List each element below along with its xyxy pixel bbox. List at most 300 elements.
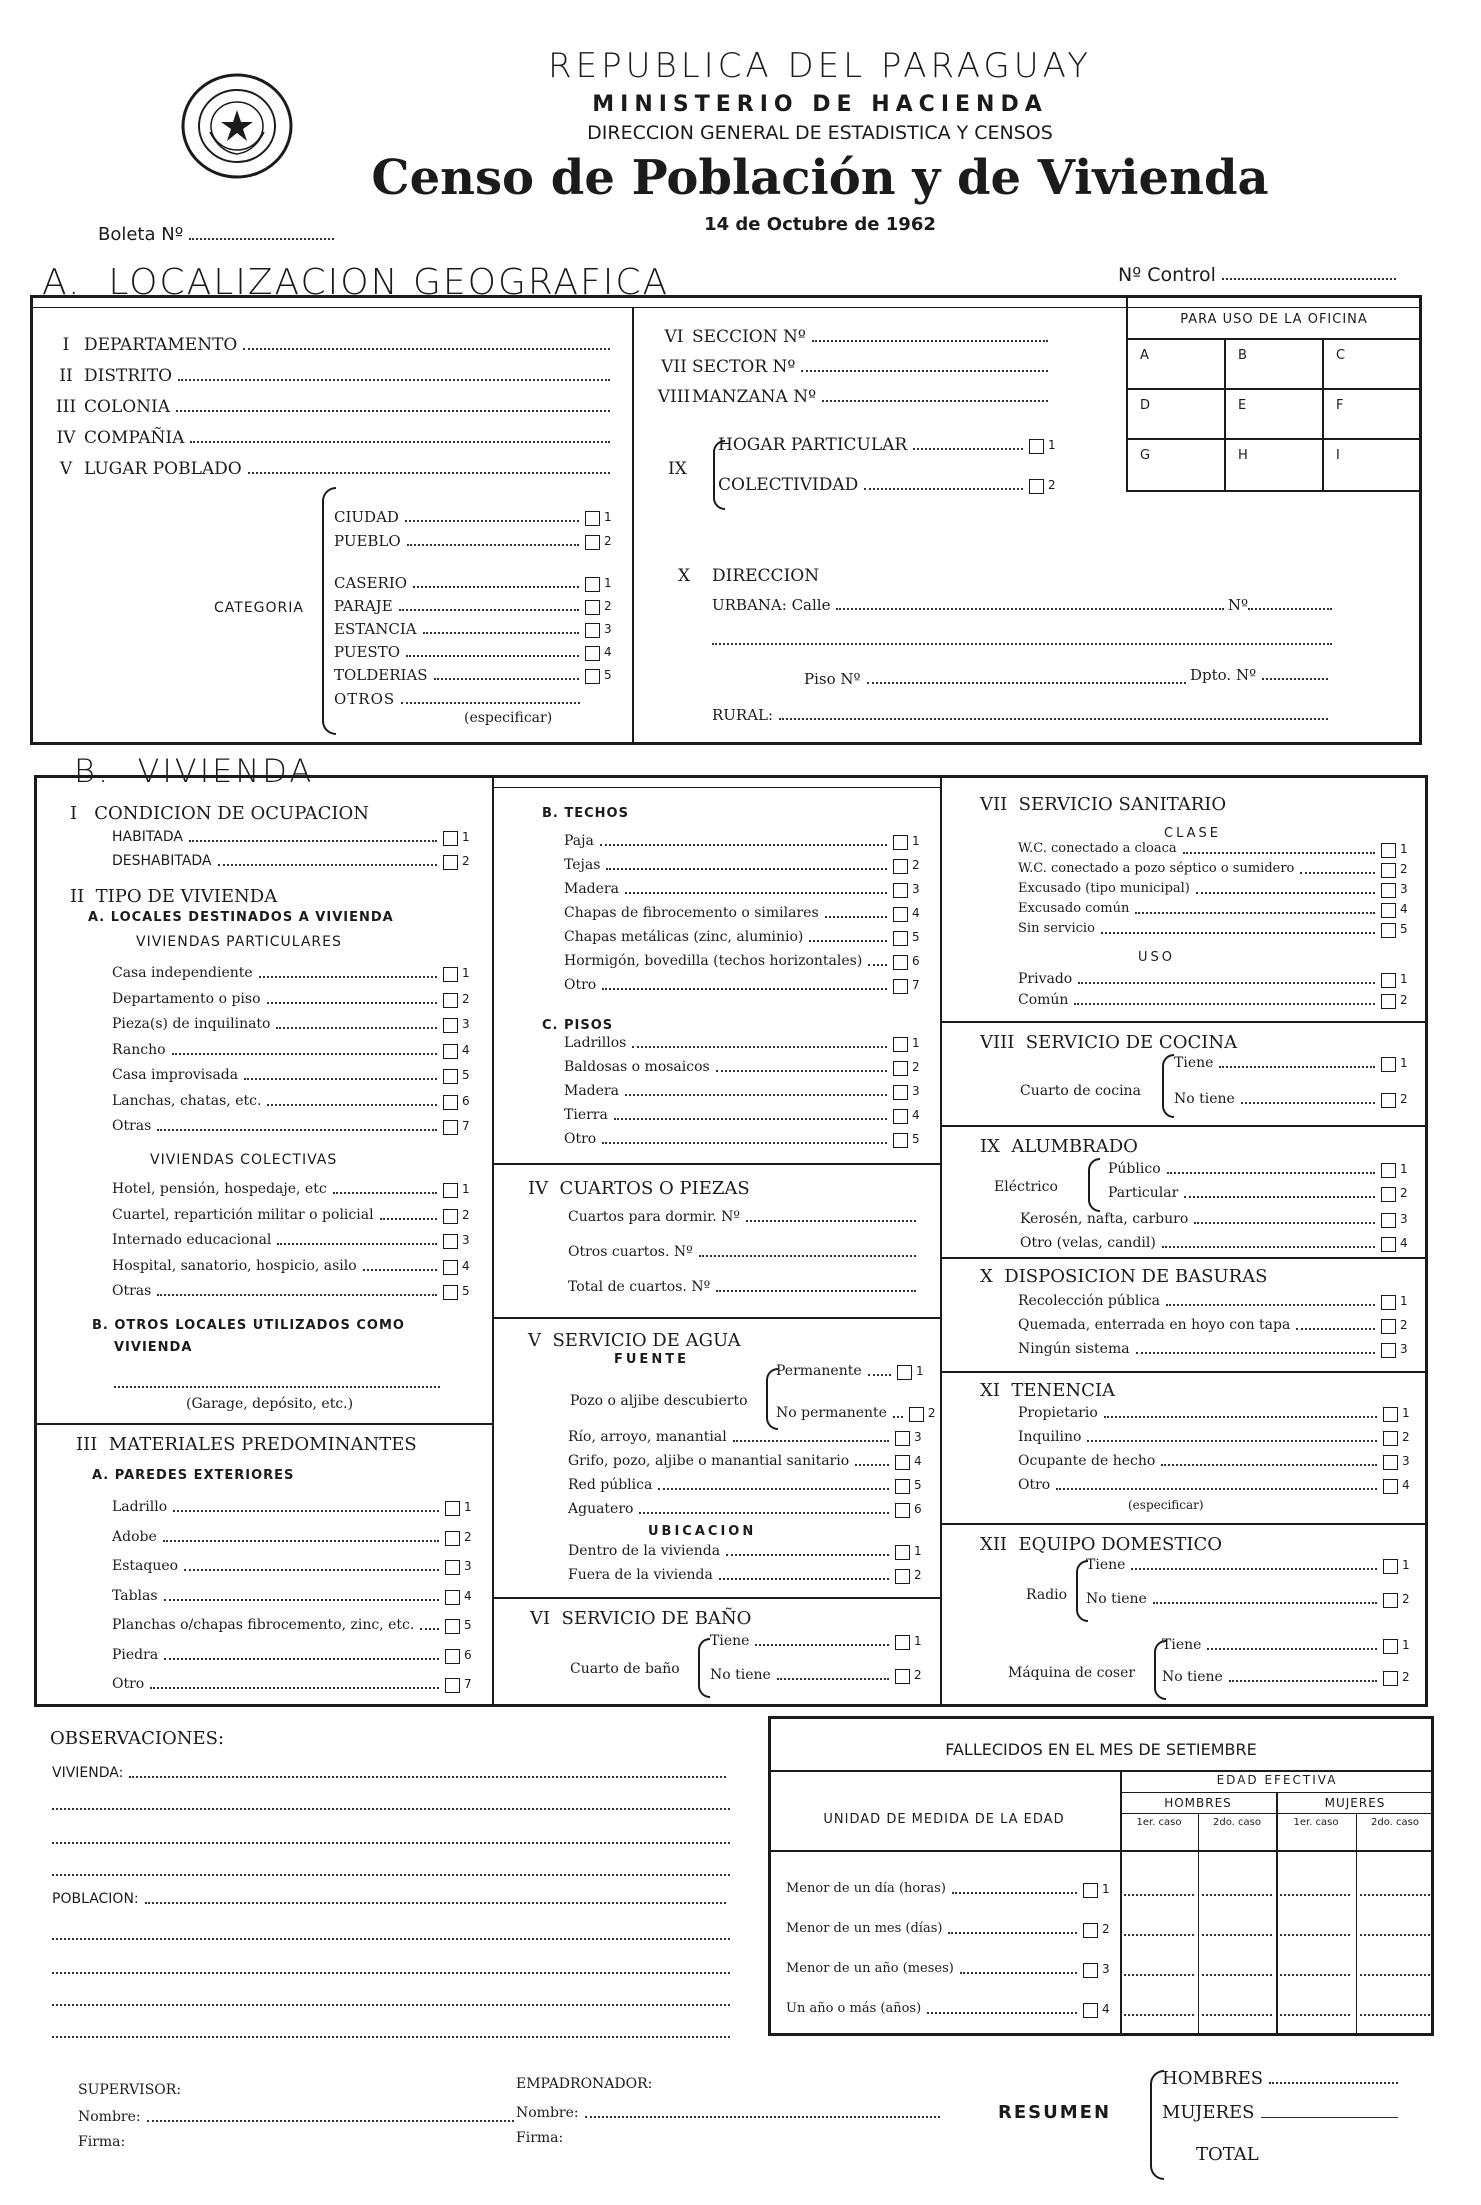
c-tenen-item[interactable] [1018, 1452, 1412, 1470]
b-colec-item[interactable] [112, 1206, 472, 1224]
b-paredes-item[interactable] [112, 1587, 474, 1605]
b-colec-label: Cuartel, repartición militar o policial [112, 1206, 374, 1223]
secA-left-field[interactable] [48, 398, 614, 416]
checkbox[interactable] [445, 1649, 460, 1664]
checkbox[interactable] [445, 1619, 460, 1634]
checkbox[interactable] [893, 1109, 908, 1124]
c-tenen-item[interactable] [1018, 1476, 1412, 1494]
dot-leader [625, 892, 887, 894]
b-colec-item[interactable] [112, 1180, 472, 1198]
c-elec-item[interactable] [1108, 1184, 1410, 1202]
fallecidos-cell[interactable] [1280, 1934, 1350, 1936]
b-paredes-item[interactable] [112, 1498, 474, 1516]
checkbox[interactable] [895, 1455, 910, 1470]
b-ubic-item[interactable] [568, 1542, 924, 1560]
b-part-item[interactable] [112, 964, 472, 982]
c-tenen-label: Propietario [1018, 1405, 1098, 1421]
checkbox[interactable] [443, 1260, 458, 1275]
checkbox[interactable] [1383, 1639, 1398, 1654]
dot-leader [746, 1220, 916, 1222]
checkbox[interactable] [1083, 2003, 1098, 2018]
c-tenen-item[interactable] [1018, 1404, 1412, 1422]
b-colec-item[interactable] [112, 1282, 472, 1300]
secA-left-num: V [59, 459, 73, 479]
c-sanit-item[interactable] [1018, 920, 1410, 938]
b-pozo-item[interactable] [776, 1404, 936, 1422]
b-part-item[interactable] [112, 1092, 472, 1110]
checkbox[interactable] [895, 1431, 910, 1446]
dot-leader [658, 1488, 889, 1490]
c-radio-label: No tiene [1086, 1591, 1147, 1607]
b-colec-label: Hospital, sanatorio, hospicio, asilo [112, 1257, 357, 1274]
b-paredes-label: Otro [112, 1676, 145, 1692]
c-uso-item[interactable] [1018, 991, 1410, 1009]
b-techos-label: Otro [564, 977, 597, 993]
checkbox[interactable] [895, 1669, 910, 1684]
option-number: 5 [462, 1068, 470, 1082]
option-number: 7 [462, 1119, 470, 1133]
resumen-mujeres-field[interactable] [1162, 2104, 1402, 2122]
obs-poblacion-field[interactable] [52, 1890, 730, 1908]
secA-cat-item[interactable] [334, 532, 614, 550]
checkbox[interactable] [1383, 1455, 1398, 1470]
fallecidos-cell[interactable] [1360, 2014, 1430, 2016]
dot-leader [1162, 1246, 1375, 1248]
secA-cat-label: TOLDERIAS [334, 666, 428, 684]
secA-left-field[interactable] [48, 367, 614, 385]
b-colec-item[interactable] [112, 1257, 472, 1275]
piso-field[interactable] [804, 670, 1190, 688]
ubicacion-title: UBICACION [648, 1524, 757, 1539]
c-tenen-item[interactable] [1018, 1428, 1412, 1446]
fallecidos-cell[interactable] [1124, 1974, 1194, 1976]
boleta-field[interactable] [98, 226, 338, 244]
secA-right-field[interactable] [656, 388, 1052, 406]
fallecidos-cell[interactable] [1280, 2014, 1350, 2016]
fallecidos-cell[interactable] [1280, 1894, 1350, 1896]
checkbox[interactable] [893, 1037, 908, 1052]
b-techos-label: Tejas [564, 857, 601, 873]
fallecidos-cell[interactable] [1280, 1974, 1350, 1976]
empadronador-label: EMPADRONADOR: [516, 2076, 653, 2092]
office-cell-G[interactable]: G [1140, 448, 1151, 463]
b-pisos-item[interactable] [564, 1034, 922, 1052]
dot-leader [1056, 1488, 1377, 1490]
b-pisos-item[interactable] [564, 1106, 922, 1124]
fallecidos-row[interactable] [786, 1880, 1112, 1898]
dot-leader [755, 1644, 889, 1646]
secA-right-field[interactable] [656, 328, 1052, 346]
b-paredes-item[interactable] [112, 1557, 474, 1575]
b-cuartos-field[interactable] [568, 1243, 920, 1261]
b-techos-item[interactable] [564, 952, 922, 970]
checkbox[interactable] [585, 669, 600, 684]
fallecidos-cell[interactable] [1360, 1894, 1430, 1896]
checkbox[interactable] [893, 1061, 908, 1076]
checkbox[interactable] [897, 1365, 912, 1380]
option-number: 4 [914, 1454, 922, 1468]
obs-vivienda-field[interactable] [52, 1764, 730, 1782]
empadronador-nombre-field[interactable] [516, 2104, 944, 2122]
fallecidos-row-label: Menor de un mes (días) [786, 1921, 943, 1936]
secA-cat-item[interactable] [334, 597, 614, 615]
option-number: 1 [916, 1364, 924, 1378]
b-agua-label: Aguatero [568, 1501, 634, 1517]
checkbox[interactable] [1083, 1963, 1098, 1978]
checkbox[interactable] [893, 907, 908, 922]
office-cell-A[interactable]: A [1140, 348, 1149, 363]
b-ubic-label: Fuera de la vivienda [568, 1567, 713, 1583]
checkbox[interactable] [1381, 883, 1396, 898]
b-techos-item[interactable] [564, 832, 922, 850]
checkbox[interactable] [1383, 1559, 1398, 1574]
b-bano-item[interactable] [710, 1666, 924, 1684]
c-basura-item[interactable] [1018, 1340, 1410, 1358]
checkbox[interactable] [585, 535, 600, 550]
direccion-line[interactable] [712, 643, 1332, 645]
fallecidos-cell[interactable] [1202, 1934, 1272, 1936]
dot-leader [277, 1243, 437, 1245]
checkbox[interactable] [585, 577, 600, 592]
obs-line-3[interactable] [52, 1874, 730, 1876]
secA-left-num: III [55, 397, 77, 417]
checkbox[interactable] [1381, 863, 1396, 878]
otros-locales-title-2: VIVIENDA [114, 1340, 193, 1355]
office-cell-H[interactable]: H [1238, 448, 1248, 463]
option-number: 6 [914, 1502, 922, 1516]
dot-leader [267, 1002, 438, 1004]
checkbox[interactable] [1381, 1237, 1396, 1252]
otros-locales-title: B. OTROS LOCALES UTILIZADOS COMO [92, 1318, 405, 1333]
control-label: Nº Control [1118, 264, 1216, 286]
checkbox[interactable] [445, 1678, 460, 1693]
obs-line-5[interactable] [52, 1972, 730, 1974]
fallecidos-cell[interactable] [1202, 2014, 1272, 2016]
b-techos-item[interactable] [564, 928, 922, 946]
c-cocina-item[interactable] [1174, 1090, 1410, 1108]
checkbox[interactable] [443, 1120, 458, 1135]
checkbox[interactable] [1381, 1093, 1396, 1108]
obs-line-6[interactable] [52, 2004, 730, 2006]
c-sanit-item[interactable] [1018, 880, 1410, 898]
dot-leader [1183, 852, 1375, 854]
option-number: 2 [462, 991, 470, 1006]
fallecidos-cell[interactable] [1202, 1894, 1272, 1896]
option-number: 1 [1402, 1638, 1410, 1652]
checkbox[interactable] [893, 979, 908, 994]
checkbox[interactable] [1383, 1593, 1398, 1608]
secA-cat-label: PARAJE [334, 597, 393, 615]
checkbox[interactable] [1383, 1431, 1398, 1446]
checkbox[interactable] [893, 859, 908, 874]
checkbox[interactable] [1083, 1923, 1098, 1938]
option-number: 1 [462, 830, 470, 844]
checkbox[interactable] [1381, 973, 1396, 988]
checkbox[interactable] [1381, 1057, 1396, 1072]
b-cond-item[interactable] [112, 852, 472, 870]
checkbox[interactable] [893, 1085, 908, 1100]
c-basura-item[interactable] [1018, 1316, 1410, 1334]
secA-cat-item[interactable] [334, 643, 614, 661]
checkbox[interactable] [895, 1635, 910, 1650]
b-pisos-item[interactable] [564, 1058, 922, 1076]
c-radio-item[interactable] [1086, 1590, 1412, 1608]
checkbox[interactable] [1383, 1407, 1398, 1422]
secA-ix-item[interactable] [718, 476, 1058, 494]
checkbox[interactable] [1381, 994, 1396, 1009]
checkbox[interactable] [1083, 1883, 1098, 1898]
checkbox[interactable] [1383, 1479, 1398, 1494]
supervisor-nombre-label: Nombre: [78, 2109, 141, 2125]
republic-heading: REPUBLICA DEL PARAGUAY [547, 46, 1093, 86]
option-number: 1 [1402, 1406, 1410, 1420]
tenencia-especificar: (especificar) [1128, 1498, 1204, 1512]
b-cuartos-field[interactable] [568, 1208, 920, 1226]
c-maq-item[interactable] [1162, 1636, 1412, 1654]
checkbox[interactable] [895, 1503, 910, 1518]
checkbox[interactable] [893, 955, 908, 970]
fallecidos-row[interactable] [786, 1920, 1112, 1938]
checkbox[interactable] [1381, 923, 1396, 938]
b-bano-item[interactable] [710, 1632, 924, 1650]
bano-label-row [570, 1660, 680, 1678]
dot-leader [639, 1512, 889, 1514]
dot-leader [1135, 912, 1375, 914]
c-sanit-item[interactable] [1018, 900, 1410, 918]
b-techos-label: Chapas metálicas (zinc, aluminio) [564, 929, 804, 945]
supervisor-nombre-field[interactable] [78, 2108, 518, 2126]
b-part-item[interactable] [112, 1117, 472, 1135]
b-ubic-item[interactable] [568, 1566, 924, 1584]
option-number: 1 [1400, 972, 1408, 986]
c-uso-item[interactable] [1018, 970, 1410, 988]
b-paredes-item[interactable] [112, 1646, 474, 1664]
b-paredes-label: Planchas o/chapas fibrocemento, zinc, etc. [112, 1617, 415, 1633]
b-colec-label: Internado educacional [112, 1232, 272, 1248]
checkbox[interactable] [443, 831, 458, 846]
checkbox[interactable] [443, 1234, 458, 1249]
checkbox[interactable] [585, 511, 600, 526]
checkbox[interactable] [445, 1590, 460, 1605]
option-number: 2 [1400, 1186, 1408, 1200]
dot-leader [1074, 1003, 1375, 1005]
especificar-note: (especificar) [464, 710, 553, 726]
fallecidos-cell[interactable] [1360, 1974, 1430, 1976]
secA-cat-label: PUESTO [334, 643, 400, 661]
b-paredes-item[interactable] [112, 1528, 474, 1546]
option-number: 1 [912, 834, 920, 848]
option-number: 4 [462, 1042, 470, 1057]
fallecidos-row[interactable] [786, 1960, 1112, 1978]
c-basura-item[interactable] [1018, 1292, 1410, 1310]
checkbox[interactable] [443, 1069, 458, 1084]
office-cell-F[interactable]: F [1336, 398, 1344, 413]
b-part-item[interactable] [112, 1041, 472, 1059]
resumen-hombres-field[interactable] [1162, 2070, 1402, 2088]
c-elec-item[interactable] [1108, 1160, 1410, 1178]
b-paredes-item[interactable] [112, 1675, 474, 1693]
b-cuartos-field[interactable] [568, 1278, 920, 1296]
b-pisos-item[interactable] [564, 1130, 922, 1148]
checkbox[interactable] [1381, 1213, 1396, 1228]
checkbox[interactable] [893, 1133, 908, 1148]
checkbox[interactable] [443, 1044, 458, 1059]
dpto-field[interactable] [1190, 666, 1332, 684]
electrico-label: Eléctrico [994, 1179, 1058, 1195]
c-cocina-item[interactable] [1174, 1054, 1410, 1072]
b-techos-item[interactable] [564, 904, 922, 922]
secA-left-field[interactable] [48, 460, 614, 478]
dot-leader [276, 1027, 437, 1029]
clase-title: CLASE [1164, 826, 1221, 841]
office-cell-I[interactable]: I [1336, 448, 1340, 463]
obs-line-2[interactable] [52, 1842, 730, 1844]
c-alum-item[interactable] [1020, 1210, 1410, 1228]
b-techos-item[interactable] [564, 856, 922, 874]
c-uso-label: Común [1018, 992, 1069, 1008]
option-number: 2 [604, 599, 612, 613]
b-agua-item[interactable] [568, 1500, 924, 1518]
rural-field[interactable] [712, 706, 1332, 724]
secA-cat-item[interactable] [334, 666, 614, 684]
secA-left-field[interactable] [48, 336, 614, 354]
checkbox[interactable] [443, 993, 458, 1008]
fallecidos-cell[interactable] [1360, 1934, 1430, 1936]
fallecidos-cell[interactable] [1124, 2014, 1194, 2016]
checkbox[interactable] [1029, 439, 1044, 454]
b-bano-label: No tiene [710, 1667, 771, 1683]
dot-leader [259, 976, 437, 978]
b-part-item[interactable] [112, 1066, 472, 1084]
b-pozo-label: No permanente [776, 1405, 887, 1421]
checkbox[interactable] [443, 1183, 458, 1198]
fallecidos-cell[interactable] [1202, 1974, 1272, 1976]
secA-cat-item[interactable] [334, 508, 614, 526]
option-number: 2 [914, 1668, 922, 1682]
checkbox[interactable] [895, 1545, 910, 1560]
b-part-label: Otras [112, 1118, 152, 1134]
c-elec-label: Público [1108, 1161, 1161, 1177]
paredes-title: A. PAREDES EXTERIORES [92, 1468, 295, 1483]
checkbox[interactable] [443, 1095, 458, 1110]
b-colec-item[interactable] [112, 1231, 472, 1249]
b-cond-item[interactable] [112, 828, 472, 846]
checkbox[interactable] [1381, 1295, 1396, 1310]
checkbox[interactable] [1381, 1163, 1396, 1178]
checkbox[interactable] [909, 1407, 924, 1422]
checkbox[interactable] [443, 1209, 458, 1224]
otros-field[interactable] [334, 690, 584, 708]
c-sanit-item[interactable] [1018, 860, 1410, 878]
checkbox[interactable] [1383, 1671, 1398, 1686]
checkbox[interactable] [895, 1569, 910, 1584]
dot-leader [243, 348, 610, 350]
obs-line-7[interactable] [52, 2036, 730, 2038]
checkbox[interactable] [443, 855, 458, 870]
option-number: 2 [462, 854, 470, 868]
checkbox[interactable] [445, 1560, 460, 1575]
checkbox[interactable] [1381, 1187, 1396, 1202]
secA-right-field[interactable] [656, 358, 1052, 376]
c-basura-label: Ningún sistema [1018, 1341, 1130, 1357]
dot-leader [190, 441, 610, 443]
checkbox[interactable] [1381, 1343, 1396, 1358]
b-techos-item[interactable] [564, 976, 922, 994]
c-radio-item[interactable] [1086, 1556, 1412, 1574]
secA-cat-item[interactable] [334, 574, 614, 592]
checkbox[interactable] [893, 835, 908, 850]
checkbox[interactable] [445, 1501, 460, 1516]
checkbox[interactable] [1029, 479, 1044, 494]
dot-leader [423, 632, 579, 634]
ministry-heading: MINISTERIO DE HACIENDA [592, 92, 1048, 117]
control-field[interactable] [1118, 266, 1400, 284]
checkbox[interactable] [1381, 1319, 1396, 1334]
fallecidos-row[interactable] [786, 2000, 1112, 2018]
dot-leader [157, 1129, 437, 1131]
b-pisos-item[interactable] [564, 1082, 922, 1100]
checkbox[interactable] [585, 623, 600, 638]
c-sanit-item[interactable] [1018, 840, 1410, 858]
b-part-label: Pieza(s) de inquilinato [112, 1016, 271, 1032]
fallecidos-cell[interactable] [1124, 1894, 1194, 1896]
fallecidos-cell[interactable] [1124, 1934, 1194, 1936]
checkbox[interactable] [893, 883, 908, 898]
checkbox[interactable] [443, 967, 458, 982]
checkbox[interactable] [443, 1285, 458, 1300]
c-alum-item[interactable] [1020, 1234, 1410, 1252]
checkbox[interactable] [1381, 903, 1396, 918]
checkbox[interactable] [445, 1531, 460, 1546]
calle-field[interactable] [712, 596, 1248, 614]
b-techos-item[interactable] [564, 880, 922, 898]
office-cell-C[interactable]: C [1336, 348, 1346, 363]
obs-line-4[interactable] [52, 1938, 730, 1940]
secA-left-field[interactable] [48, 429, 614, 447]
dot-leader [399, 609, 579, 611]
obs-line-1[interactable] [52, 1808, 730, 1810]
b-paredes-item[interactable] [112, 1616, 474, 1634]
c-maq-item[interactable] [1162, 1668, 1412, 1686]
checkbox[interactable] [893, 931, 908, 946]
option-number: 4 [912, 1108, 920, 1122]
office-cell-D[interactable]: D [1140, 398, 1151, 413]
office-cell-B[interactable]: B [1238, 348, 1247, 363]
dot-leader [719, 1578, 889, 1580]
checkbox[interactable] [585, 600, 600, 615]
techos-title: B. TECHOS [542, 806, 629, 821]
dot-leader [267, 1104, 437, 1106]
b-part-item[interactable] [112, 990, 472, 1008]
checkbox[interactable] [895, 1479, 910, 1494]
fallecidos-row-label: Menor de un año (meses) [786, 1961, 954, 1976]
b-agua-item[interactable] [568, 1428, 924, 1446]
dot-leader [855, 1464, 889, 1466]
secA-ix-item[interactable] [718, 436, 1058, 454]
secA-cat-item[interactable] [334, 620, 614, 638]
checkbox[interactable] [443, 1018, 458, 1033]
otros-locales-line[interactable] [114, 1386, 440, 1388]
b-agua-item[interactable] [568, 1452, 924, 1470]
b-pozo-item[interactable] [776, 1362, 926, 1380]
checkbox[interactable] [1381, 843, 1396, 858]
b-agua-item[interactable] [568, 1476, 924, 1494]
secA-ix-label: HOGAR PARTICULAR [718, 435, 908, 455]
c-sanit-label: Excusado (tipo municipal) [1018, 881, 1190, 896]
checkbox[interactable] [585, 646, 600, 661]
office-cell-E[interactable]: E [1238, 398, 1247, 413]
b-part-item[interactable] [112, 1015, 472, 1033]
